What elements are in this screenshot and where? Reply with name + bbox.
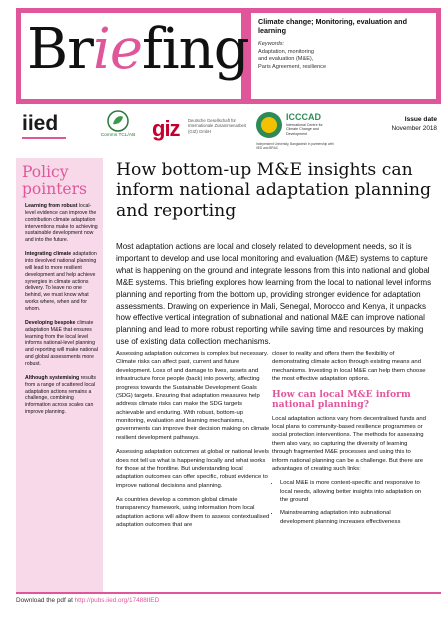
policy-pointer <box>25 203 99 244</box>
list-item: • Local M&E is more context-specific and responsive to local needs, allowing better insights into adaptation on the ground <box>280 479 426 504</box>
intro-paragraph: Most adaptation actions are local and closely related to development needs, so it is important to develop and use local monitoring and evaluation (M&E) systems to capture what is happening on the ground and integrate lessons from this into national and global M&E systems. This briefing explores how learning from the local to national level informs planning and reporting from the bottom up, providing stronger evidence for adaptation assessments. Drawing on experience in Mali, Senegal, Morocco and Kenya, it unpacks how effective vertical integration of subnational and national M&E can improve national planning and lead to more robust reporting while saving time and resources by making use of existing data collection mechanisms. <box>116 242 432 347</box>
body-paragraph: As countries develop a common global climate transparency framework, using information from local adaptation actions will allow them to assess contextualised adaptation outcomes that are <box>116 497 270 529</box>
masthead-part: Br <box>27 17 93 82</box>
keyword-line: Paris Agreement, resilience <box>258 63 327 70</box>
header-band <box>16 8 441 104</box>
title-line: Policy <box>22 163 69 181</box>
pointer-lead: Developing bespoke <box>25 319 76 326</box>
iccad-emblem-icon <box>256 112 282 138</box>
keyword-line: Adaptation, monitoring <box>258 49 314 55</box>
pointer-body: adaptation into devolved national planning will lead to more resilient development and help achieve synergies in climate actions delivery. To leave no one behind, we must know what works where, when and for whom. <box>25 251 97 313</box>
masthead-box <box>21 13 249 99</box>
masthead-part: fing <box>141 17 249 82</box>
body-paragraph: Assessing adaptation outcomes at global or national levels does not tell us what is happening locally and what works for those at the frontline. But understanding local adaptation outcomes can offer specific, robust evidence to improve national decisions and planning. <box>116 449 269 489</box>
policy-pointers-title <box>22 164 87 199</box>
partner-logos <box>16 110 441 150</box>
footer-divider <box>16 592 441 594</box>
keywords-label: Keywords: <box>258 41 285 47</box>
footer-text: Download the pdf at <box>16 597 75 604</box>
keyword-line: and evaluation (M&E), <box>258 56 314 63</box>
masthead-accent: ie <box>92 17 142 82</box>
iied-logo-bar <box>22 137 66 139</box>
policy-pointers-list <box>25 203 99 423</box>
issue-date-label: Issue date <box>404 116 437 123</box>
giz-logo: giz <box>152 116 180 141</box>
bullet-list <box>272 479 426 526</box>
iied-logo <box>22 112 66 139</box>
policy-pointer <box>25 251 99 313</box>
iied-logo-text: iied <box>22 112 59 135</box>
pointer-lead: Although systemising <box>25 374 80 381</box>
topic-box <box>251 13 436 99</box>
iccad-subtitle: International Centre for Climate Change and Development <box>286 123 323 136</box>
title-line: pointers <box>22 180 87 199</box>
iccad-footnote: Independent University, Bangladesh in partnership with IIED and BRAC <box>256 142 334 150</box>
page-title: How bottom-up M&E insights can inform national adaptation planning and reporting <box>116 160 431 221</box>
giz-logo-text: Deutsche Gesellschaft für Internationale Zusammenarbeit (GIZ) GmbH <box>188 118 246 134</box>
issue-date: November 2018 <box>391 125 437 132</box>
iccad-name: ICCCAD <box>286 112 321 122</box>
list-item: • Mainstreaming adaptation into subnational development planning increases effectiveness <box>280 509 426 526</box>
topic-text: Climate change; Monitoring, evaluation and learning <box>258 17 407 35</box>
masthead-title <box>27 17 249 82</box>
pointer-lead: Learning from robust <box>25 203 78 209</box>
section-heading: How can local M&E inform national planning? <box>272 388 411 411</box>
policy-pointers-sidebar <box>16 158 103 594</box>
download-link[interactable]: http://pubs.iied.org/17488IIED <box>74 597 160 604</box>
pointer-body: results from a range of scattered local adaptation actions remains a challenge, combining information across scales can improve planning. <box>25 374 96 416</box>
body-paragraph: Assessing adaptation outcomes is complex but necessary. Climate risks can affect past, current and future development. Loss of and damage to lives, assets and infrastructure force people (back) into poverty, affecting progress towards the Sustainable Development Goals (SDG) targets. Ensuring that adaptation measures help address climate risks can make the SDG targets achievable and enduring. With robust, bottom-up monitoring, evaluation and learning mechanisms, governments can improve their decision making on climate resilient development pathways. <box>116 351 270 441</box>
policy-pointer <box>25 320 99 368</box>
footer <box>16 597 159 604</box>
body-paragraph: closer to reality and offers them the flexibility of demonstrating climate action through existing means and mechanisms. Investing in local M&E can help them choose the most effective adaptation options. <box>272 351 426 383</box>
body-column-left <box>116 350 270 536</box>
policy-pointer <box>25 375 99 416</box>
pointer-lead: Integrating climate <box>25 251 72 258</box>
keywords-list <box>258 49 430 71</box>
pointer-body: local-level evidence can improve the contribution climate adaptation interventions make to achieving sustainable development now and into the future. <box>25 203 98 244</box>
comms-logo-text: Comms TCL/AB <box>100 133 136 138</box>
pointer-body: climate adaptation M&E that ensures learning from the local level informs national-level planning and reporting will make national and global assessments more robust. <box>25 319 98 368</box>
body-column-right <box>272 350 426 531</box>
comms-logo <box>98 110 138 138</box>
leaf-icon <box>107 110 129 132</box>
body-paragraph: Local adaptation actions vary from decentralised funds and local plans to community-based resilience programmes or social protection interventions. The methods for assessing them also vary, so capturing the diversity of learning through fragmented M&E processes and using this to inform national planning can be a challenge. But there are advantages of creating such links: <box>272 415 426 472</box>
